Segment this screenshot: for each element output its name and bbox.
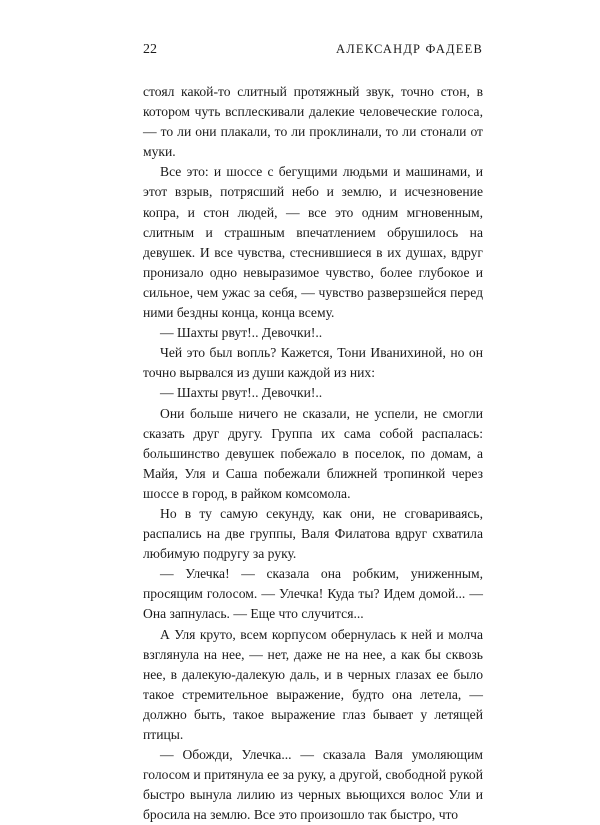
page-header (143, 42, 483, 58)
paragraph-dialogue: — Обожди, Улечка... — сказала Валя умоляющим голосом и притянула ее за руку, а другой, свободной рукой быстро вынула лилию из черных вьющихся волос Ули и бросила на землю. Все это произошло так быстро, что (143, 747, 483, 823)
body-text (143, 82, 483, 825)
paragraph-dialogue: — Шахты рвут!.. Девочки!.. (160, 385, 323, 401)
paragraph: Все это: и шоссе с бегущими людьми и машинами, и этот взрыв, потрясший небо и землю, и исчезновение копра, и стон людей, — все это одним мгновенным, слитным и страшным впечатлением обрушилось на девушек. И все чувства, стеснившиеся в их душах, вдруг пронизало одно невыразимое чувство, более глубокое и сильное, чем ужас за себя, — чувство разверзшейся перед ними бездны конца, конца всему. (143, 164, 483, 321)
paragraph: А Уля круто, всем корпусом обернулась к ней и молча взглянула на нее, — нет, даже не на нее, а как бы сквозь нее, в далекую-далекую даль, и в черных глазах ее было такое стремительное выражение, будто она летела, — должно быть, такое выражение глаз бывает у летящей птицы. (143, 626, 483, 742)
paragraph: Но в ту самую секунду, как они, не сговариваясь, распались на две группы, Валя Филатова вдруг схватила любимую подругу за руку. (143, 505, 483, 562)
paragraph: Чей это был вопль? Кажется, Тони Иванихиной, но он точно вырвался из души каждой из них: (143, 345, 483, 381)
running-head-author: АЛЕКСАНДР ФАДЕЕВ (336, 42, 483, 56)
paragraph: Они больше ничего не сказали, не успели, не смогли сказать друг другу. Группа их сама собой распалась: большинство девушек побежало в поселок, по домам, а Майя, Уля и Саша побежали ближней тропинкой через шоссе в город, в райком комсомола. (143, 405, 483, 501)
paragraph-dialogue: — Шахты рвут!.. Девочки!.. (160, 325, 323, 341)
paragraph-dialogue: — Улечка! — сказала она робким, униженным, просящим голосом. — Улечка! Куда ты? Идем домой... — Она запнулась. — Еще что случится... (143, 566, 483, 622)
paragraph: стоял какой-то слитный протяжный звук, точно стон, в котором чуть всплескивали далекие человеческие голоса, — то ли они плакали, то ли проклинали, то ли стонали от муки. (143, 84, 483, 160)
page-number: 22 (143, 42, 157, 57)
